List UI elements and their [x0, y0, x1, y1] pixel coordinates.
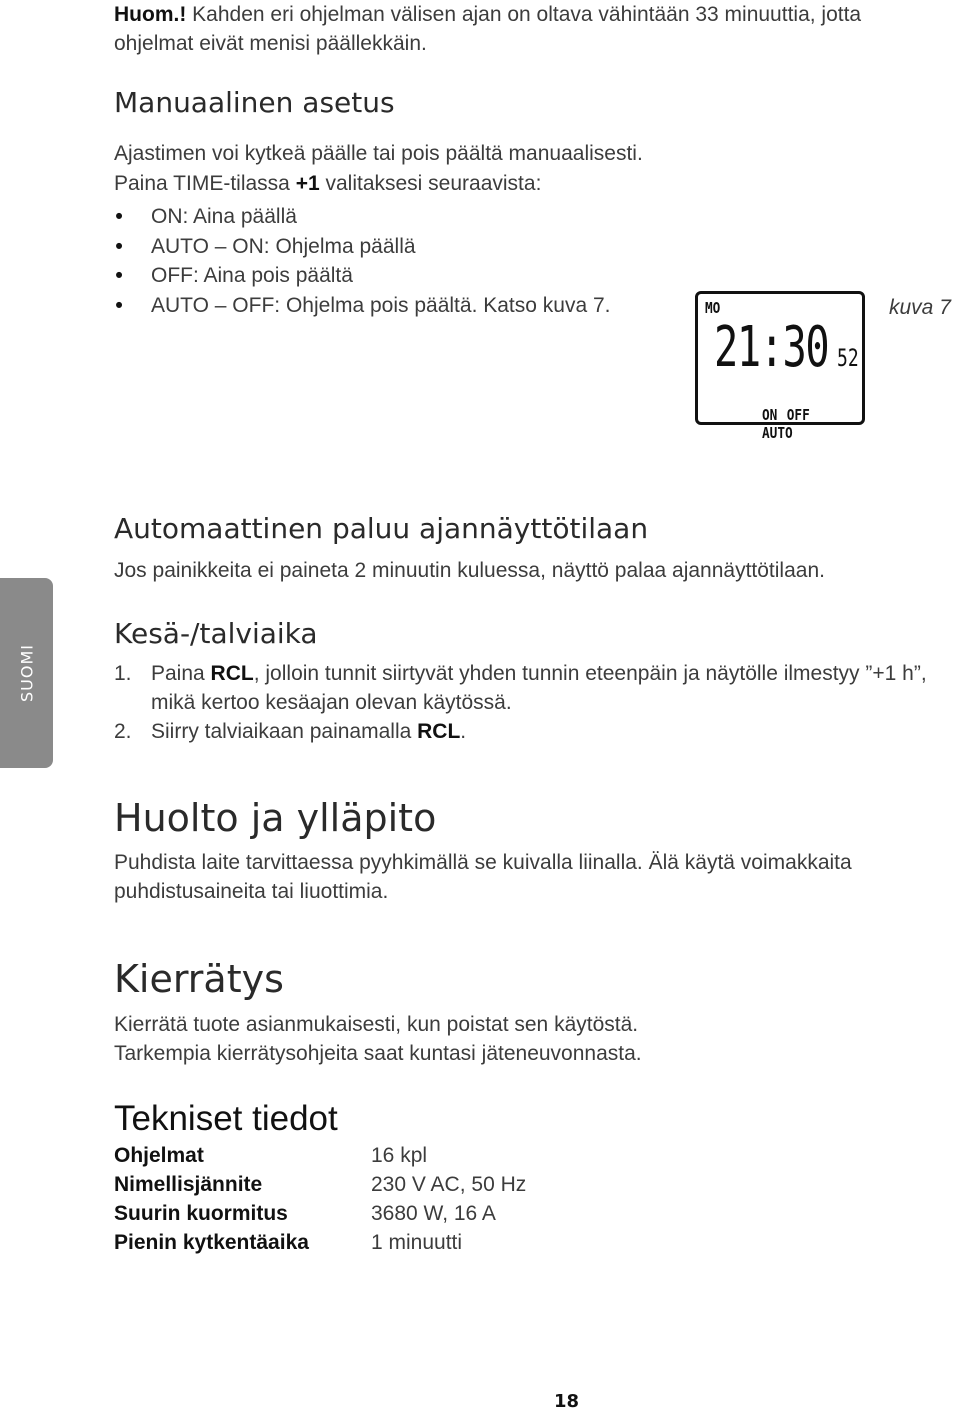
- note-paragraph: [114, 0, 944, 58]
- table-row: [114, 1141, 526, 1170]
- figure-caption: kuva 7: [889, 296, 951, 319]
- recycling-line2: Tarkempia kierrätysohjeita saat kuntasi jäteneuvonnasta.: [114, 1042, 642, 1065]
- list-item-text: ON: Aina päällä: [151, 205, 297, 228]
- list-item-text: AUTO – OFF: Ohjelma pois päältä. Katso kuva 7.: [151, 293, 611, 317]
- recycling-line1: Kierrätä tuote asianmukaisesti, kun poistat sen käytöstä.: [114, 1013, 639, 1036]
- step-text-pre: Siirry talviaikaan painamalla: [151, 720, 418, 743]
- manual-line2-post: valitaksesi seuraavista:: [319, 172, 542, 195]
- list-item: [114, 202, 610, 232]
- bullet-icon: •: [115, 205, 123, 228]
- table-row: [114, 1199, 526, 1228]
- spec-value: 3680 W, 16 A: [371, 1202, 496, 1225]
- maintenance-text: Puhdista laite tarvittaessa pyyhkimällä se kuivalla liinalla. Älä käytä voimakkaita puhdistusaineita tai liuottimia.: [114, 851, 852, 903]
- auto-return-heading: Automaattinen paluu ajannäyttötilaan: [114, 512, 649, 545]
- bullet-icon: •: [115, 293, 123, 317]
- manual-line1: Ajastimen voi kytkeä päälle tai pois päältä manuaalisesti.: [114, 142, 643, 165]
- spec-value: 1 minuutti: [371, 1231, 463, 1254]
- lcd-seconds: 52: [837, 344, 859, 372]
- manual-line2-bold: +1: [295, 172, 320, 195]
- auto-return-text: Jos painikkeita ei paineta 2 minuutin kuluessa, näyttö palaa ajannäyttötilaan.: [114, 559, 825, 582]
- bullet-icon: •: [115, 234, 123, 258]
- spec-value: 230 V AC, 50 Hz: [371, 1173, 527, 1196]
- recycling-heading: Kierrätys: [114, 957, 284, 1001]
- note-text: Kahden eri ohjelman välisen ajan on oltava vähintään 33 minuuttia, jotta ohjelmat eivät menisi päällekkäin.: [114, 3, 862, 55]
- dst-steps: [114, 659, 944, 746]
- side-tab-label: SUOMI: [17, 644, 36, 702]
- spec-label: Nimellisjännite: [114, 1173, 263, 1196]
- table-row: [114, 1228, 526, 1257]
- spec-label: Ohjelmat: [114, 1144, 204, 1167]
- step-text-post: .: [460, 720, 467, 743]
- note-prefix: Huom.!: [114, 3, 187, 26]
- lcd-display-figure: [695, 291, 865, 442]
- spec-value: 16 kpl: [371, 1144, 428, 1167]
- mode-list: [114, 202, 610, 320]
- step-number: 1.: [114, 662, 132, 685]
- step-text-pre: Paina: [151, 662, 211, 685]
- list-item: [114, 261, 610, 291]
- list-item: [114, 291, 610, 321]
- maintenance-heading: Huolto ja ylläpito: [114, 796, 437, 840]
- bullet-icon: •: [115, 264, 123, 287]
- list-item: [114, 232, 610, 262]
- manual-heading: Manuaalinen asetus: [114, 86, 395, 119]
- spec-label: Pienin kytkentäaika: [114, 1231, 309, 1254]
- manual-line2-pre: Paina TIME-tilassa: [114, 172, 296, 195]
- step-number: 2.: [114, 720, 132, 743]
- table-row: [114, 1170, 526, 1199]
- specs-table: [114, 1141, 526, 1257]
- list-item-text: AUTO – ON: Ohjelma päällä: [151, 234, 416, 258]
- list-item: [114, 717, 944, 746]
- list-item-text: OFF: Aina pois päältä: [151, 264, 353, 287]
- spec-label: Suurin kuormitus: [114, 1202, 288, 1225]
- manual-line2: [114, 169, 541, 198]
- specs-heading: Tekniset tiedot: [114, 1099, 338, 1138]
- step-key: RCL: [210, 662, 254, 685]
- page-number: 18: [554, 1391, 580, 1412]
- lcd-modes: ON OFF AUTO: [762, 406, 810, 442]
- language-side-tab: [0, 578, 53, 768]
- list-item: [114, 659, 944, 717]
- lcd-time: 21:30: [714, 315, 829, 380]
- step-key: RCL: [417, 720, 461, 743]
- lcd-day: MO: [705, 299, 721, 317]
- step-text-post: , jolloin tunnit siirtyvät yhden tunnin eteenpäin ja näytölle ilmestyy ”+1 h”, mikä kertoo kesäajan olevan käytössä.: [151, 662, 927, 714]
- dst-heading: Kesä-/talviaika: [114, 617, 318, 650]
